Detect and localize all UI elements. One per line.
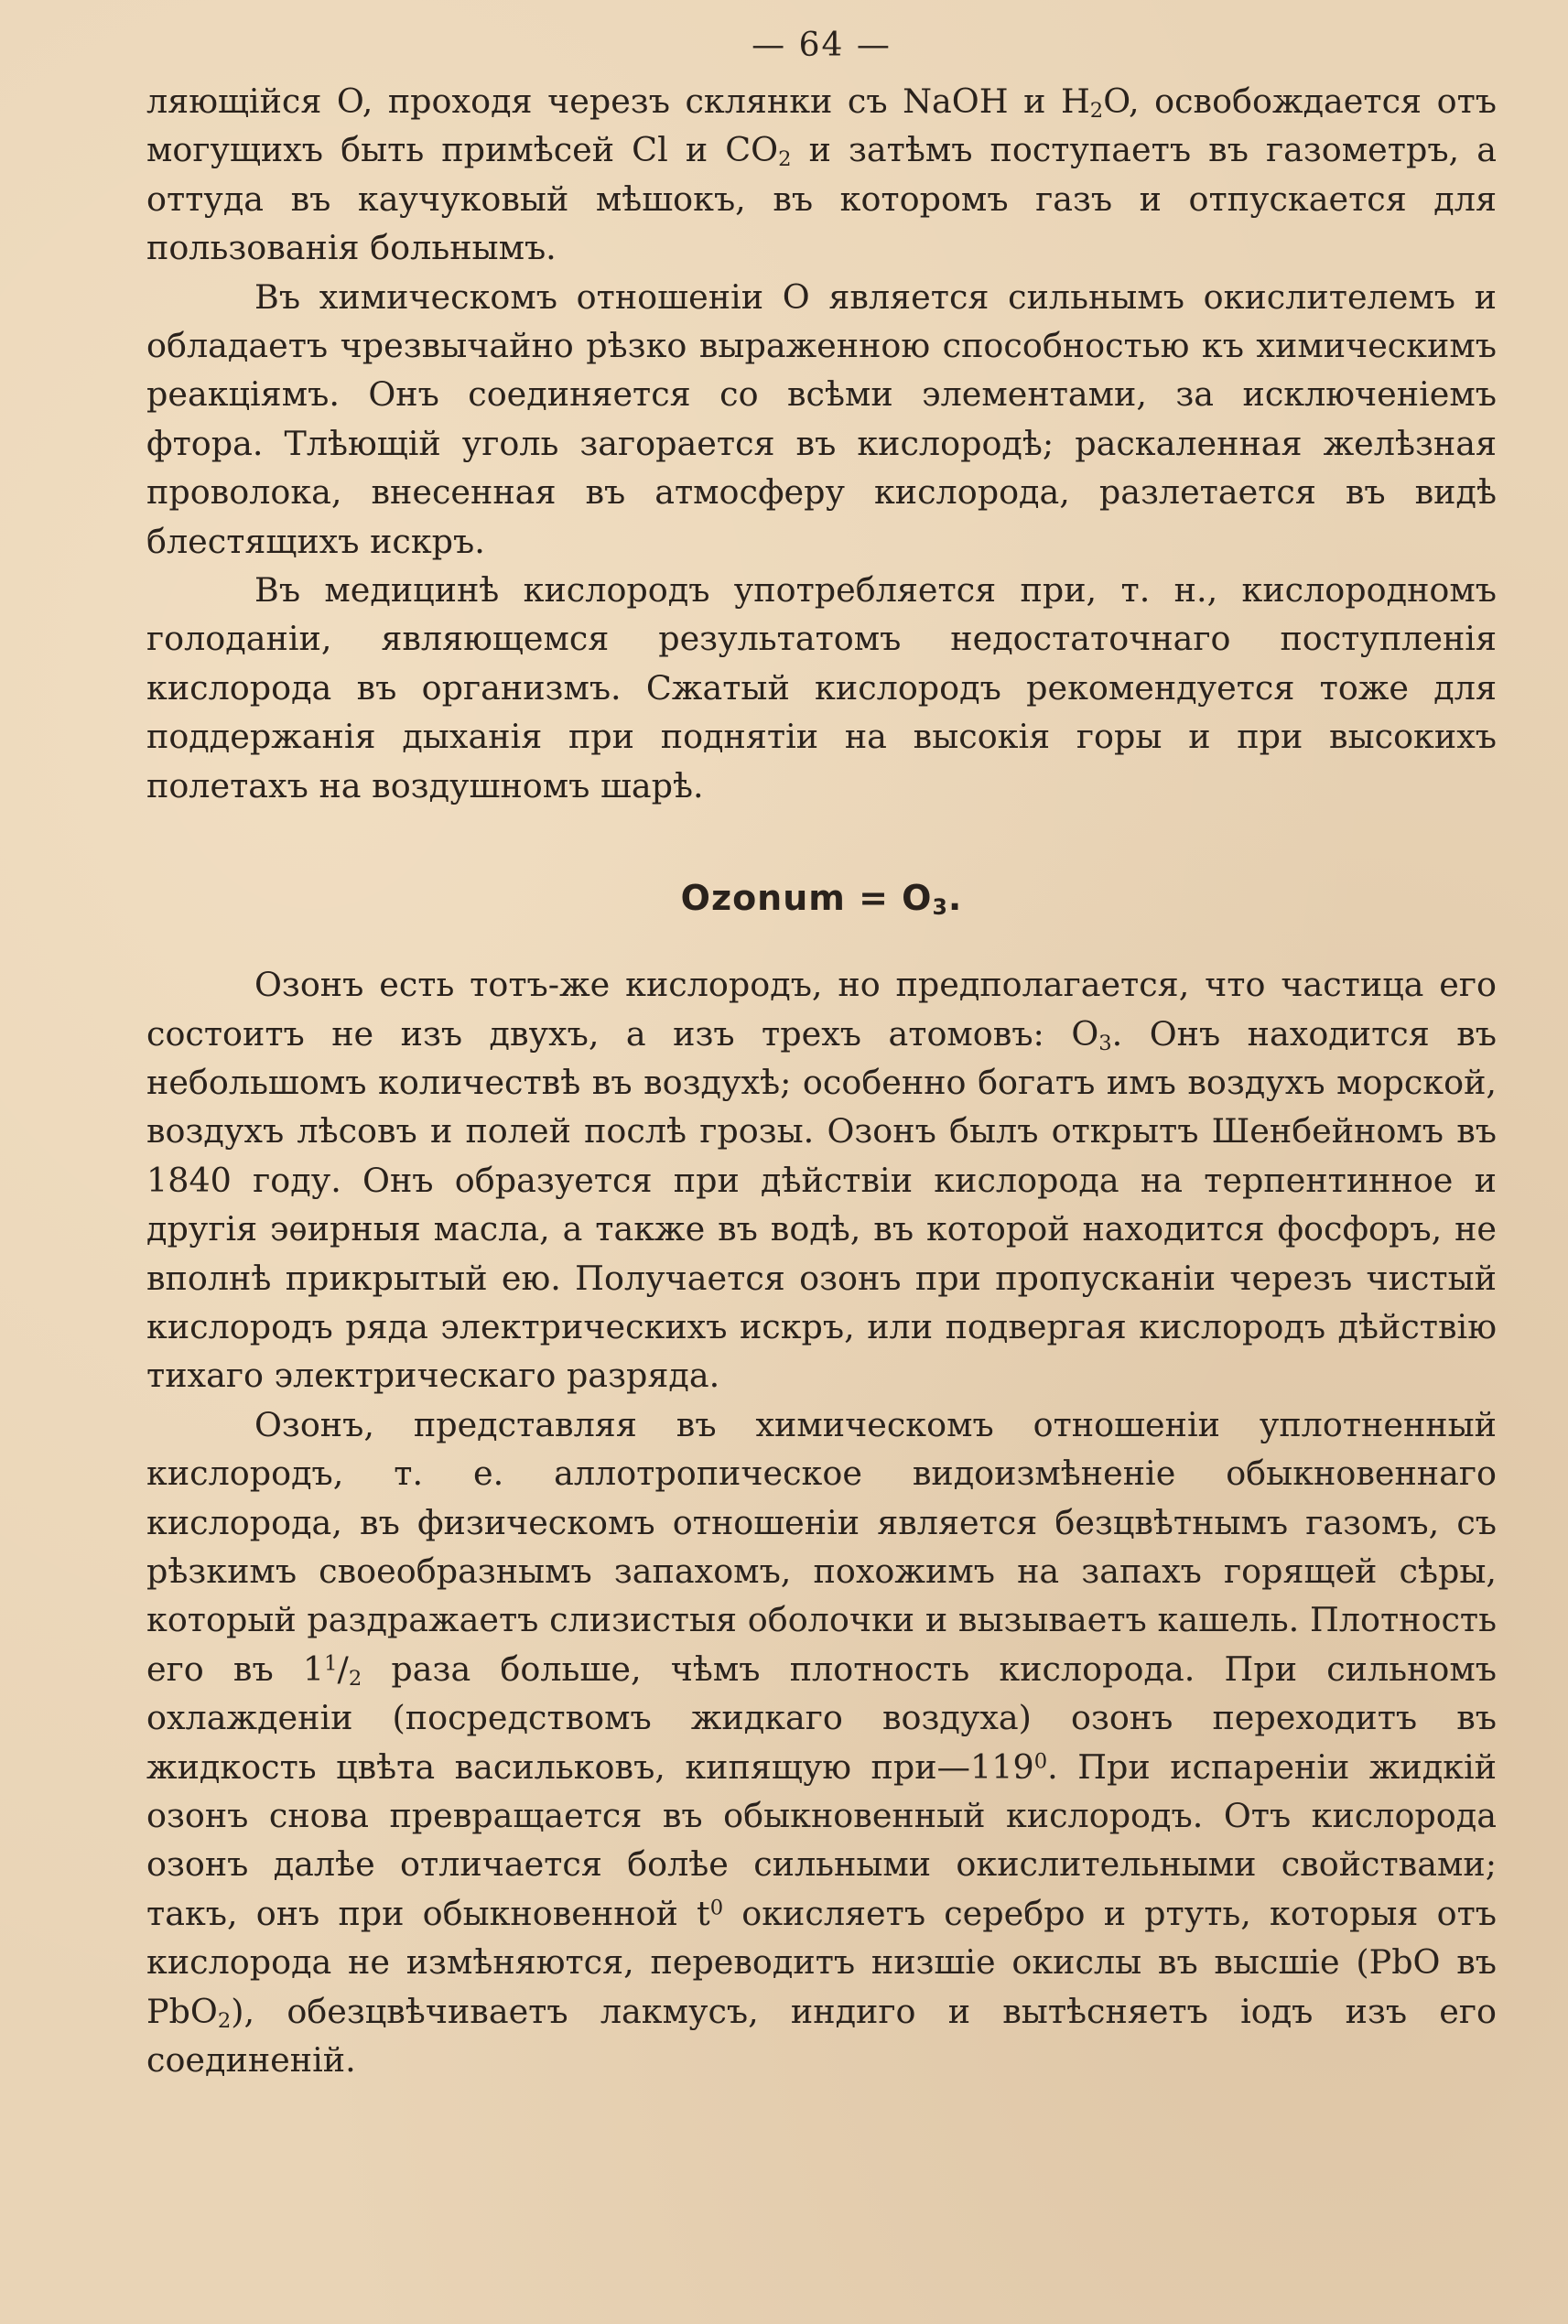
text-block-top <box>146 77 1497 810</box>
text-block-bottom <box>146 960 1497 2084</box>
paragraph: Озонъ есть тотъ-же кислородъ, но предполагается, что частица его состоитъ не изъ двухъ, а изъ трехъ атомовъ: $O_3$. Онъ находится въ небольшомъ количествѣ въ воздухѣ; особенно богатъ имъ воздухъ морской, воздухъ лѣсовъ и полей послѣ грозы. Озонъ былъ открытъ Шенбейномъ въ 1840 году. Онъ образуется при дѣйствіи кислорода на терпентинное и другія эѳирныя масла, а также въ водѣ, въ которой находится фосфоръ, не вполнѣ прикрытый ею. Получается озонъ при пропусканіи черезъ чистый кислородъ ряда электрическихъ искръ, или подвергая кислородъ дѣйствію тихаго электрическаго разряда. <box>146 965 1498 1396</box>
paragraph: ляющійся O, проходя черезъ склянки съ NaOH и $H_2O$, освобождается отъ могущихъ быть примѣсей Cl и $CO_2$ и затѣмъ поступаетъ въ газометръ, а оттуда въ каучуковый мѣшокъ, въ которомъ газъ и отпускается для пользованія больнымъ. <box>146 81 1497 268</box>
page-number: — 64 — <box>752 27 892 64</box>
book-page <box>146 20 1497 2299</box>
paragraph: Въ химическомъ отношеніи O является сильнымъ окислителемъ и обладаетъ чрезвычайно рѣзко выраженною способностью къ химическимъ реакціямъ. Онъ соединяется со всѣми элементами, за исключеніемъ фтора. Тлѣющій уголь загорается въ кислородѣ; раскаленная желѣзная проволока, внесенная въ атмосферу кислорода, разлетается въ видѣ блестящихъ искръ. <box>146 276 1497 561</box>
paragraph: Озонъ, представляя въ химическомъ отношеніи уплотненный кислородъ, т. е. аллотропическое видоизмѣненіе обыкновеннаго кислорода, въ физическомъ отношеніи является безцвѣтнымъ газомъ, съ рѣзкимъ своеобразнымъ запахомъ, похожимъ на запахъ горящей сѣры, который раздражаетъ слизистыя оболочки и вызываетъ кашель. Плотность его въ $1^1/_2$ раза больше, чѣмъ плотность кислорода. При сильномъ охлажденіи (посредствомъ жидкаго воздуха) озонъ переходитъ въ жидкость цвѣта васильковъ, кипящую $при—119^0$. При испареніи жидкій озонъ снова превращается въ обыкновенный кислородъ. Отъ кислорода озонъ далѣе отличается болѣе сильными окислительными свойствами; такъ, онъ при обыкновенной $t^0$ окисляетъ серебро и ртуть, которыя отъ кислорода не измѣняются, переводитъ низшіе окислы въ высшіе (PbO въ PbO$_2$), обезцвѣчиваетъ лакмусъ, индиго и вытѣсняетъ іодъ изъ его соединеній. <box>146 1404 1498 2081</box>
section-heading-ozonum: Ozonum = $O_3$. <box>680 878 963 921</box>
paragraph: Въ медицинѣ кислородъ употребляется при, т. н., кислородномъ голоданіи, являющемся результатомъ недостаточнаго поступленія кислорода въ организмъ. Сжатый кислородъ рекомендуется тоже для поддержанія дыханія при поднятіи на высокія горы и при высокихъ полетахъ на воздушномъ шарѣ. <box>146 570 1497 805</box>
